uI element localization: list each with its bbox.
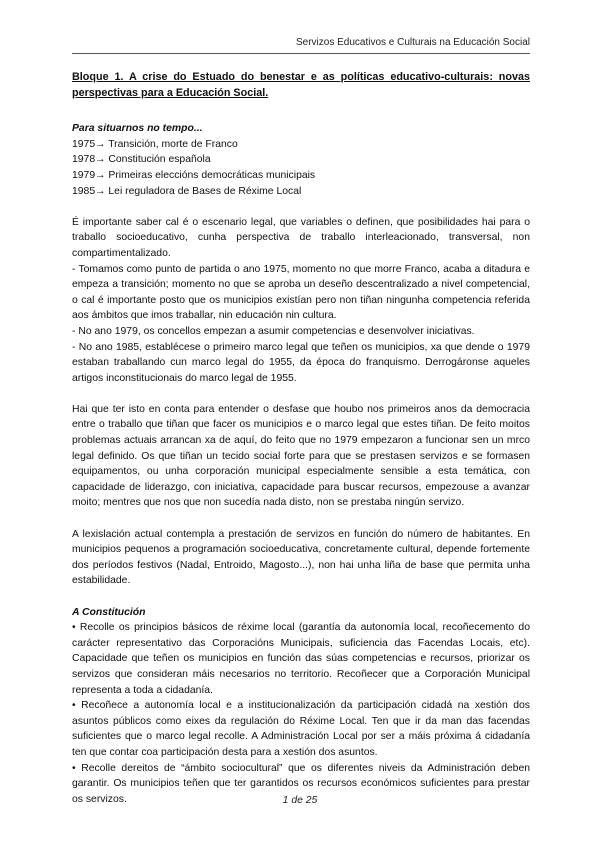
- section-title: Bloque 1. A crise do Estuado do benestar e as políticas educativo-culturais: novas perspectivas para a Educación Social.: [72, 71, 530, 99]
- running-header: Servizos Educativos e Culturais na Educación Social: [295, 37, 530, 48]
- body-paragraph: - Tomamos como punto de partida o ano 1975, momento no que morre Franco, acaba a ditadura e empeza a transición; momento no que se aproba un deseño descentralizado a nivel competencial, o cal é importante posto que os municipios existían pero non tiñan ningunha competencia referida aos ámbitos que imos traballar, nin educación nin cultura.: [72, 263, 530, 322]
- body-paragraph: É importante saber cal é o escenario legal, que variables o definen, que posibilidades hai para o traballo socioeducativo, cunha perspectiva de traballo interleacionado, transversal, non compartimentalizado.: [72, 216, 530, 259]
- body-paragraph: A lexislación actual contempla a prestación de servizos en función do número de habitantes. En municipios pequenos a programación socioeducativa, concretamente cultural, depende fortemente dos períodos festivos (Nadal, Entroido, Magosto...), non hai unha liña de base que permita unha estabilidade.: [72, 528, 530, 587]
- constitucion-heading: A Constitución: [72, 606, 146, 618]
- bullet-item: • Recolle os principios básicos de réxime local (garantía da autonomía local, recoñecemento do carácter representativo das Corporacións Municipais, suficiencia das Facendas Locais, etc). Capacidade que teñen os municipios en función das súas competencias e recursos, priorizar os servizos que consideran máis necesarios no territorio. Recoñecer que a Corporación Municipal representa a toda a cidadanía.: [72, 622, 530, 696]
- timeline-item: 1979→ Primeiras eleccións democráticas municipais: [72, 169, 316, 181]
- body-paragraph: Hai que ter isto en conta para entender o desfase que houbo nos primeiros anos da democracia entre o traballo que tiñan que facer os municipios e o marco legal que estes tiñan. De feito moitos problemas actuais arrancan xa de aquí, do feito que no 1979 empezaron a funcionar sen un mrco legal definido. Os que tiñan un tecido social forte para que se prestasen servizos e se formasen equipamentos, ou unha corporación municipal especialmente sensible a esta temática, con capacidade de liderazgo, con iniciativa, capacidade para buscar recursos, empezouse a avanzar moito; mentres que nos que non sucedía nada disto, non se prestaba ningún servizo.: [72, 403, 530, 509]
- page-body: [72, 70, 530, 807]
- body-paragraph: - No ano 1979, os concellos empezan a asumir competencias e desenvolver iniciativas.: [72, 325, 475, 337]
- bullet-item: • Recolle dereitos de “ámbito sociocultural” que os diferentes niveis da Administración deben garantir. Os municipios teñen que ter garantidos os recursos económicos suficientes para prestar os servizos.: [72, 762, 530, 805]
- header-divider: [72, 53, 530, 54]
- timeline-item: 1985→ Lei reguladora de Bases de Réxime Local: [72, 185, 302, 197]
- body-paragraph: - No ano 1985, establécese o primeiro marco legal que teñen os municipios, xa que dende o 1979 estaban traballando cun marco legal do 1955, da época do franquismo. Derrogáronse aqueles artigos inconstitucionais do marco legal de 1955.: [72, 341, 530, 384]
- page-number: 1 de 25: [282, 795, 318, 806]
- timeline-item: 1978→ Constitución española: [72, 154, 211, 166]
- timeline-heading: Para situarnos no tempo...: [72, 123, 203, 135]
- timeline-item: 1975→ Transición, morte de Franco: [72, 138, 238, 150]
- bullet-item: • Recoñece a autonomía local e a institucionalización da participación cidadá na xestión dos asuntos públicos como eixes da regulación do Réxime Local. Ten que ir da man das facendas suficientes que o marco legal recolle. A Administración Local por ser a máis próxima á cidadanía ten que contar coa participación desta para a xestión dos asuntos.: [72, 700, 530, 758]
